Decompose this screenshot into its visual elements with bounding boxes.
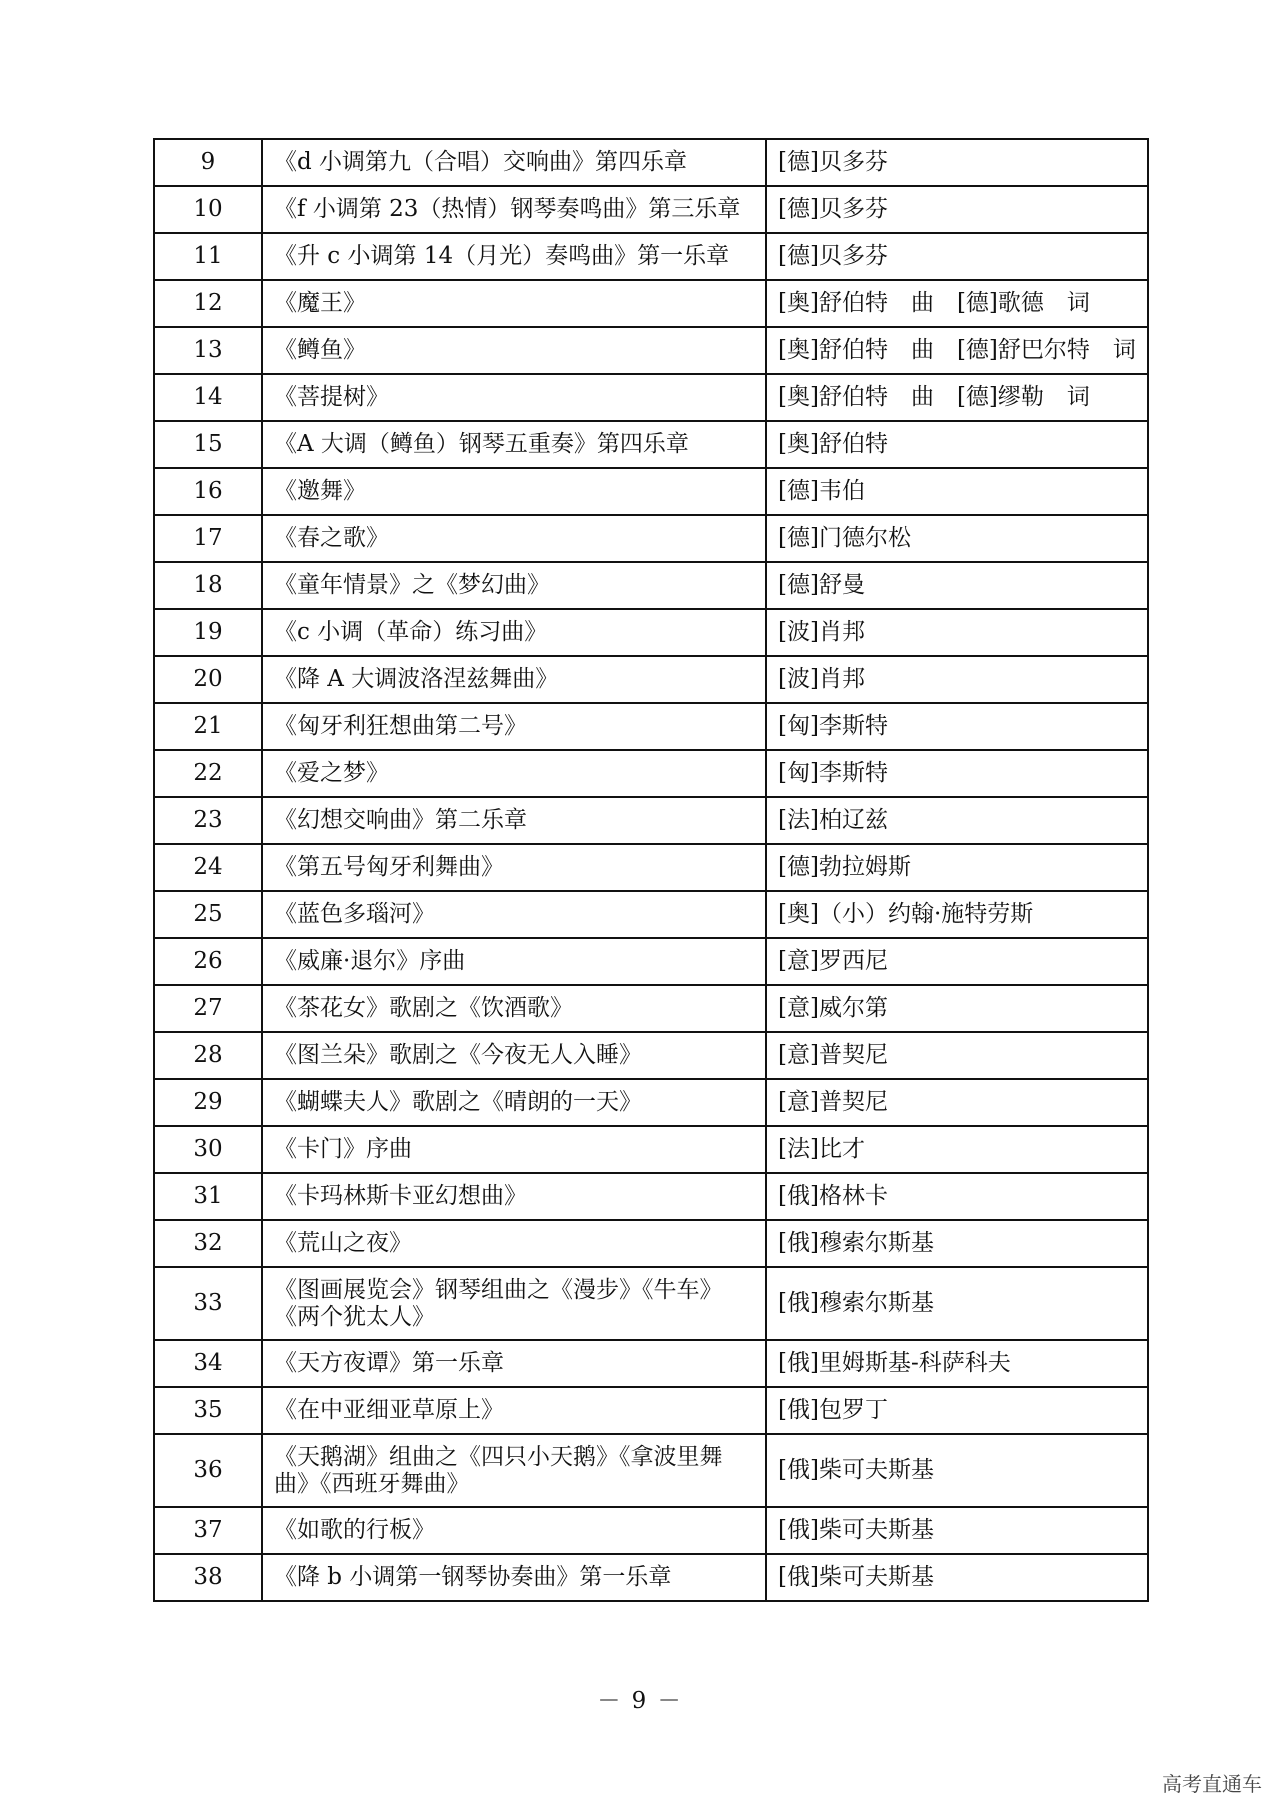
work-title: 《f 小调第 23（热情）钢琴奏鸣曲》第三乐章 xyxy=(262,186,766,233)
watermark-text: 高考直通车 xyxy=(1162,1772,1262,1796)
composer-name: [俄]穆索尔斯基 xyxy=(766,1220,1148,1267)
composer-name: [法]柏辽兹 xyxy=(766,797,1148,844)
composer-name: [俄]柴可夫斯基 xyxy=(766,1434,1148,1507)
table-row xyxy=(154,750,1148,797)
row-number: 11 xyxy=(154,233,262,280)
row-number: 24 xyxy=(154,844,262,891)
row-number: 26 xyxy=(154,938,262,985)
composer-name: [意]普契尼 xyxy=(766,1032,1148,1079)
work-title: 《鳟鱼》 xyxy=(262,327,766,374)
table-row xyxy=(154,703,1148,750)
row-number: 32 xyxy=(154,1220,262,1267)
table-body xyxy=(154,139,1148,1601)
table-row xyxy=(154,656,1148,703)
composer-name: [奥]舒伯特 曲 [德]舒巴尔特 词 xyxy=(766,327,1148,374)
table-row xyxy=(154,1507,1148,1554)
composer-name: [匈]李斯特 xyxy=(766,703,1148,750)
table-row xyxy=(154,1434,1148,1507)
table-row xyxy=(154,562,1148,609)
composer-name: [俄]里姆斯基-科萨科夫 xyxy=(766,1340,1148,1387)
row-number: 36 xyxy=(154,1434,262,1507)
table-row xyxy=(154,891,1148,938)
work-title: 《如歌的行板》 xyxy=(262,1507,766,1554)
table-row xyxy=(154,938,1148,985)
page-number: － 9 － xyxy=(597,1688,683,1714)
composer-name: [德]门德尔松 xyxy=(766,515,1148,562)
composer-name: [俄]包罗丁 xyxy=(766,1387,1148,1434)
table-row xyxy=(154,1126,1148,1173)
row-number: 37 xyxy=(154,1507,262,1554)
composer-name: [法]比才 xyxy=(766,1126,1148,1173)
row-number: 9 xyxy=(154,139,262,186)
table-row xyxy=(154,985,1148,1032)
row-number: 10 xyxy=(154,186,262,233)
row-number: 31 xyxy=(154,1173,262,1220)
work-title: 《卡门》序曲 xyxy=(262,1126,766,1173)
composer-name: [德]舒曼 xyxy=(766,562,1148,609)
row-number: 28 xyxy=(154,1032,262,1079)
composer-name: [意]罗西尼 xyxy=(766,938,1148,985)
row-number: 33 xyxy=(154,1267,262,1340)
table-row xyxy=(154,327,1148,374)
table-row xyxy=(154,515,1148,562)
composer-name: [俄]柴可夫斯基 xyxy=(766,1507,1148,1554)
composer-name: [德]韦伯 xyxy=(766,468,1148,515)
row-number: 18 xyxy=(154,562,262,609)
music-works-table xyxy=(153,138,1149,1602)
row-number: 34 xyxy=(154,1340,262,1387)
table-row xyxy=(154,1340,1148,1387)
work-title: 《茶花女》歌剧之《饮酒歌》 xyxy=(262,985,766,1032)
row-number: 15 xyxy=(154,421,262,468)
composer-name: [德]贝多芬 xyxy=(766,186,1148,233)
composer-name: [俄]格林卡 xyxy=(766,1173,1148,1220)
table-row xyxy=(154,139,1148,186)
work-title: 《图兰朵》歌剧之《今夜无人入睡》 xyxy=(262,1032,766,1079)
work-title: 《d 小调第九（合唱）交响曲》第四乐章 xyxy=(262,139,766,186)
work-title: 《爱之梦》 xyxy=(262,750,766,797)
row-number: 30 xyxy=(154,1126,262,1173)
work-title: 《蝴蝶夫人》歌剧之《晴朗的一天》 xyxy=(262,1079,766,1126)
table-row xyxy=(154,233,1148,280)
composer-name: [奥]舒伯特 曲 [德]歌德 词 xyxy=(766,280,1148,327)
table-row xyxy=(154,797,1148,844)
table-row xyxy=(154,421,1148,468)
row-number: 17 xyxy=(154,515,262,562)
work-title: 《第五号匈牙利舞曲》 xyxy=(262,844,766,891)
work-title: 《A 大调（鳟鱼）钢琴五重奏》第四乐章 xyxy=(262,421,766,468)
work-title: 《降 A 大调波洛涅兹舞曲》 xyxy=(262,656,766,703)
composer-name: [德]勃拉姆斯 xyxy=(766,844,1148,891)
composer-name: [奥]舒伯特 xyxy=(766,421,1148,468)
row-number: 12 xyxy=(154,280,262,327)
row-number: 21 xyxy=(154,703,262,750)
composer-name: [意]普契尼 xyxy=(766,1079,1148,1126)
work-title: 《威廉·退尔》序曲 xyxy=(262,938,766,985)
work-title: 《天方夜谭》第一乐章 xyxy=(262,1340,766,1387)
row-number: 38 xyxy=(154,1554,262,1601)
table-row xyxy=(154,374,1148,421)
work-title: 《荒山之夜》 xyxy=(262,1220,766,1267)
row-number: 27 xyxy=(154,985,262,1032)
row-number: 13 xyxy=(154,327,262,374)
work-title: 《天鹅湖》组曲之《四只小天鹅》《拿波里舞曲》《西班牙舞曲》 xyxy=(262,1434,766,1507)
work-title: 《在中亚细亚草原上》 xyxy=(262,1387,766,1434)
composer-name: [德]贝多芬 xyxy=(766,139,1148,186)
row-number: 22 xyxy=(154,750,262,797)
work-title: 《蓝色多瑙河》 xyxy=(262,891,766,938)
work-title: 《c 小调（革命）练习曲》 xyxy=(262,609,766,656)
table-row xyxy=(154,1220,1148,1267)
table-row xyxy=(154,186,1148,233)
work-title: 《图画展览会》钢琴组曲之《漫步》《牛车》《两个犹太人》 xyxy=(262,1267,766,1340)
table-row xyxy=(154,468,1148,515)
composer-name: [波]肖邦 xyxy=(766,609,1148,656)
work-title: 《邀舞》 xyxy=(262,468,766,515)
row-number: 29 xyxy=(154,1079,262,1126)
work-title: 《降 b 小调第一钢琴协奏曲》第一乐章 xyxy=(262,1554,766,1601)
composer-name: [德]贝多芬 xyxy=(766,233,1148,280)
work-title: 《幻想交响曲》第二乐章 xyxy=(262,797,766,844)
table-row xyxy=(154,1387,1148,1434)
row-number: 16 xyxy=(154,468,262,515)
table-row xyxy=(154,280,1148,327)
composer-name: [奥]舒伯特 曲 [德]缪勒 词 xyxy=(766,374,1148,421)
table-row xyxy=(154,844,1148,891)
row-number: 35 xyxy=(154,1387,262,1434)
row-number: 19 xyxy=(154,609,262,656)
work-title: 《春之歌》 xyxy=(262,515,766,562)
work-title: 《卡玛林斯卡亚幻想曲》 xyxy=(262,1173,766,1220)
table-row xyxy=(154,1173,1148,1220)
work-title: 《菩提树》 xyxy=(262,374,766,421)
work-title: 《升 c 小调第 14（月光）奏鸣曲》第一乐章 xyxy=(262,233,766,280)
row-number: 25 xyxy=(154,891,262,938)
composer-name: [匈]李斯特 xyxy=(766,750,1148,797)
composer-name: [奥]（小）约翰·施特劳斯 xyxy=(766,891,1148,938)
work-title: 《童年情景》之《梦幻曲》 xyxy=(262,562,766,609)
composer-name: [意]威尔第 xyxy=(766,985,1148,1032)
row-number: 20 xyxy=(154,656,262,703)
row-number: 23 xyxy=(154,797,262,844)
composer-name: [俄]穆索尔斯基 xyxy=(766,1267,1148,1340)
composer-name: [波]肖邦 xyxy=(766,656,1148,703)
table-row xyxy=(154,1079,1148,1126)
table-row xyxy=(154,609,1148,656)
composer-name: [俄]柴可夫斯基 xyxy=(766,1554,1148,1601)
row-number: 14 xyxy=(154,374,262,421)
table-row xyxy=(154,1554,1148,1601)
work-title: 《匈牙利狂想曲第二号》 xyxy=(262,703,766,750)
work-title: 《魔王》 xyxy=(262,280,766,327)
table-row xyxy=(154,1032,1148,1079)
table-row xyxy=(154,1267,1148,1340)
